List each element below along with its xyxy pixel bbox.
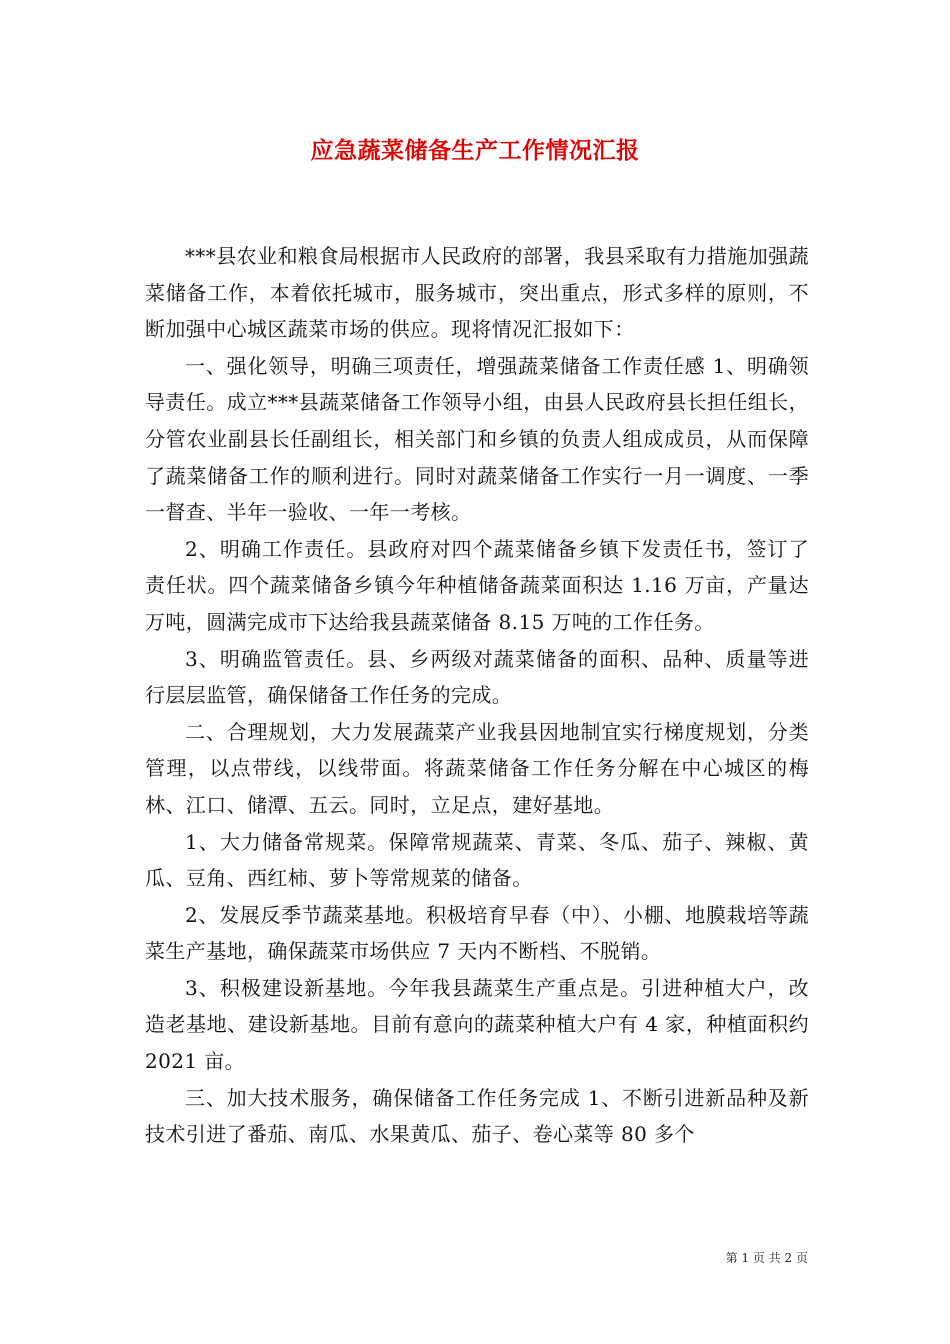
paragraph-section-1-item-3: 3、明确监管责任。县、乡两级对蔬菜储备的面积、品种、质量等进行层层监管，确保储备工作任务的完成。 xyxy=(145,646,809,708)
paragraph-section-1: 一、强化领导，明确三项责任，增强蔬菜储备工作责任感 1、明确领导责任。成立***县蔬菜储备工作领导小组，由县人民政府县长担任组长，分管农业副县长任副组长，相关部门和乡镇的负责人组成成员，从而保障了蔬菜储备工作的顺利进行。同时对蔬菜储备工作实行一月一调度、一季一督查、半年一验收、一年一考核。 xyxy=(145,353,809,525)
paragraph-section-2-item-1: 1、大力储备常规菜。保障常规蔬菜、青菜、冬瓜、茄子、辣椒、黄瓜、豆角、西红柿、萝卜等常规菜的储备。 xyxy=(145,829,809,891)
paragraph-section-3: 三、加大技术服务，确保储备工作任务完成 1、不断引进新品种及新技术引进了番茄、南瓜、水果黄瓜、茄子、卷心菜等 80 多个 xyxy=(145,1085,809,1147)
document-title: 应急蔬菜储备生产工作情况汇报 xyxy=(310,137,640,164)
paragraph-section-2-item-3: 3、积极建设新基地。今年我县蔬菜生产重点是。引进种植大户，改造老基地、建设新基地。目前有意向的蔬菜种植大户有 4 家，种植面积约 2021 亩。 xyxy=(145,975,809,1074)
paragraph-intro: ***县农业和粮食局根据市人民政府的部署，我县采取有力措施加强蔬菜储备工作，本着依托城市，服务城市，突出重点，形式多样的原则，不断加强中心城区蔬菜市场的供应。现将情况汇报如下： xyxy=(145,244,809,342)
paragraph-section-2-item-2: 2、发展反季节蔬菜基地。积极培育早春（中）、小棚、地膜栽培等蔬菜生产基地，确保蔬菜市场供应 7 天内不断档、不脱销。 xyxy=(145,902,809,964)
paragraph-section-2: 二、合理规划，大力发展蔬菜产业我县因地制宜实行梯度规划，分类管理，以点带线，以线带面。将蔬菜储备工作任务分解在中心城区的梅林、江口、储潭、五云。同时，立足点，建好基地。 xyxy=(145,719,809,817)
page-number: 第 1 页 共 2 页 xyxy=(725,1251,808,1265)
document-body xyxy=(145,238,809,1153)
paragraph-section-1-item-2: 2、明确工作责任。县政府对四个蔬菜储备乡镇下发责任书，签订了责任状。四个蔬菜储备乡镇今年种植储备蔬菜面积达 1.16 万亩，产量达万吨，圆满完成市下达给我县蔬菜储备 8.15 万吨的工作任务。 xyxy=(145,536,809,634)
